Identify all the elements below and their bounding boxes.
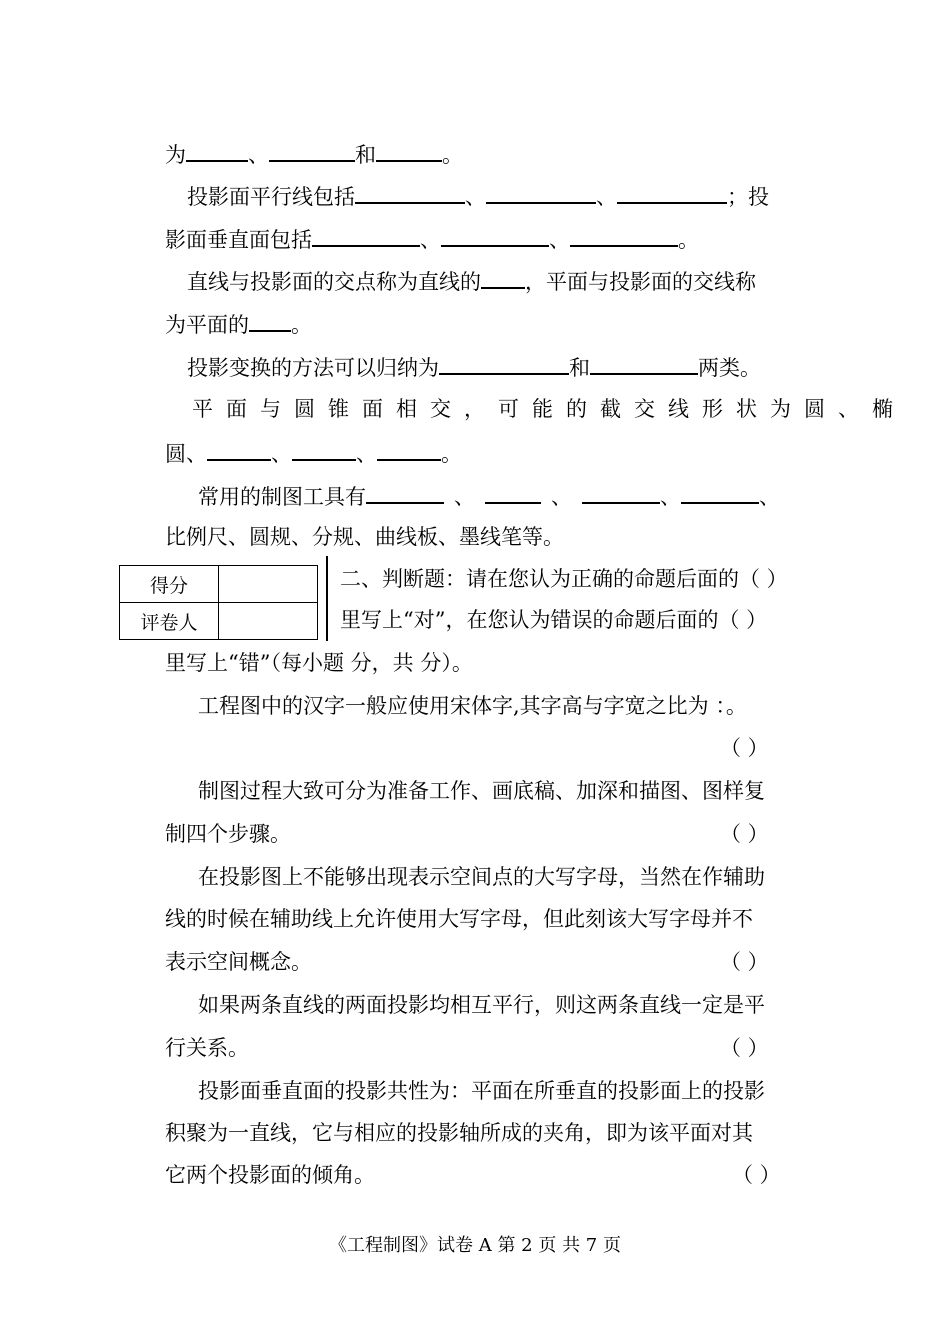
text: 、 (759, 485, 780, 509)
text: 、 (660, 485, 681, 509)
text: 、 (248, 143, 269, 167)
fill-line-6 (187, 351, 761, 383)
blank-field[interactable] (249, 308, 291, 332)
text: 圆、 (165, 442, 207, 466)
fill-line-4 (187, 265, 756, 297)
blank-field[interactable] (485, 480, 541, 504)
blank-field[interactable] (617, 180, 727, 204)
text: 两类。 (698, 356, 761, 380)
judgment-1-line-1: 工程图中的汉字一般应使用宋体字,其字高与字宽之比为 ：。 (198, 694, 747, 718)
judgment-5-line-2: 积聚为一直线，它与相应的投影轴所成的夹角，即为该平面对其 (165, 1121, 753, 1145)
fill-line-8 (165, 437, 462, 469)
blank-field[interactable] (439, 351, 569, 375)
blank-field[interactable] (292, 437, 356, 461)
text: 、 (420, 228, 441, 252)
fill-line-10 (165, 522, 564, 552)
blank-field[interactable] (481, 265, 525, 289)
text: 影面垂直面包括 (165, 228, 312, 252)
judgment-3-line-3: 表示空间概念。 (165, 950, 312, 974)
judgment-4-line-1: 如果两条直线的两面投影均相互平行，则这两条直线一定是平 (198, 993, 765, 1017)
text: 投影变换的方法可以归纳为 (187, 356, 439, 380)
text: 平面与圆锥面相交，可能的截交线形状为圆、椭 (192, 397, 906, 421)
text: ，平面与投影面的交线称 (525, 270, 756, 294)
blank-field[interactable] (207, 437, 271, 461)
section2-heading-line2: 里写上“对”，在您认为错误的命题后面的（ ） (340, 608, 768, 632)
grader-label: 评卷人 (120, 603, 219, 640)
blank-field[interactable] (355, 180, 465, 204)
divider (326, 556, 328, 641)
text: 、 (596, 185, 617, 209)
text: 投影面平行线包括 (187, 185, 355, 209)
section2-heading-line1: 二、判断题：请在您认为正确的命题后面的（ ） (340, 567, 788, 591)
judgment-1-answer[interactable]: （ ） (720, 736, 769, 760)
blank-field[interactable] (366, 480, 444, 504)
blank-field[interactable] (186, 138, 248, 162)
text: 。 (442, 143, 463, 167)
fill-line-2 (187, 180, 769, 212)
text: 。 (291, 313, 312, 337)
fill-line-5 (165, 308, 312, 340)
fill-line-7 (192, 394, 906, 424)
text: 、 (356, 442, 377, 466)
judgment-5-answer[interactable]: （ ） (732, 1163, 781, 1187)
text: 为 (165, 143, 186, 167)
blank-field[interactable] (441, 223, 549, 247)
blank-field[interactable] (570, 223, 678, 247)
judgment-2-line-2: 制四个步骤。 (165, 822, 291, 846)
blank-field[interactable] (590, 351, 698, 375)
text: 和 (355, 143, 376, 167)
judgment-3-answer[interactable]: （ ） (720, 950, 769, 974)
section2-heading-line3: 里写上“错”（每小题 分，共 分）。 (165, 651, 473, 675)
text: 常用的制图工具有 (198, 485, 366, 509)
score-value-cell[interactable] (219, 566, 318, 603)
text: 、 (465, 185, 486, 209)
fill-line-9 (198, 480, 780, 512)
judgment-5-line-1: 投影面垂直面的投影共性为：平面在所垂直的投影面上的投影 (198, 1079, 765, 1103)
text: 。 (678, 228, 699, 252)
text: 比例尺、圆规、分规、曲线板、墨线笔等。 (165, 525, 564, 549)
text: 直线与投影面的交点称为直线的 (187, 270, 481, 294)
fill-line-3 (165, 223, 699, 255)
text: 、 (551, 485, 572, 509)
blank-field[interactable] (582, 480, 660, 504)
judgment-2-answer[interactable]: （ ） (720, 822, 769, 846)
grader-value-cell[interactable] (219, 603, 318, 640)
score-label: 得分 (120, 566, 219, 603)
judgment-3-line-1: 在投影图上不能够出现表示空间点的大写字母，当然在作辅助 (198, 865, 765, 889)
judgment-4-line-2: 行关系。 (165, 1036, 249, 1060)
blank-field[interactable] (269, 138, 355, 162)
judgment-5-line-3: 它两个投影面的倾角。 (165, 1163, 375, 1187)
text: 、 (271, 442, 292, 466)
blank-field[interactable] (486, 180, 596, 204)
text: 和 (569, 356, 590, 380)
score-table (119, 565, 318, 640)
blank-field[interactable] (376, 138, 442, 162)
text: ；投 (727, 185, 769, 209)
blank-field[interactable] (312, 223, 420, 247)
blank-field[interactable] (681, 480, 759, 504)
text: 、 (454, 485, 475, 509)
page-footer: 《工程制图》试卷 A 第 2 页 共 7 页 (329, 1235, 621, 1256)
judgment-4-answer[interactable]: （ ） (720, 1036, 769, 1060)
text: 、 (549, 228, 570, 252)
blank-field[interactable] (377, 437, 441, 461)
text: 。 (441, 442, 462, 466)
judgment-2-line-1: 制图过程大致可分为准备工作、画底稿、加深和描图、图样复 (198, 779, 765, 803)
text: 为平面的 (165, 313, 249, 337)
judgment-3-line-2: 线的时候在辅助线上允许使用大写字母，但此刻该大写字母并不 (165, 907, 753, 931)
fill-line-1 (165, 138, 463, 170)
